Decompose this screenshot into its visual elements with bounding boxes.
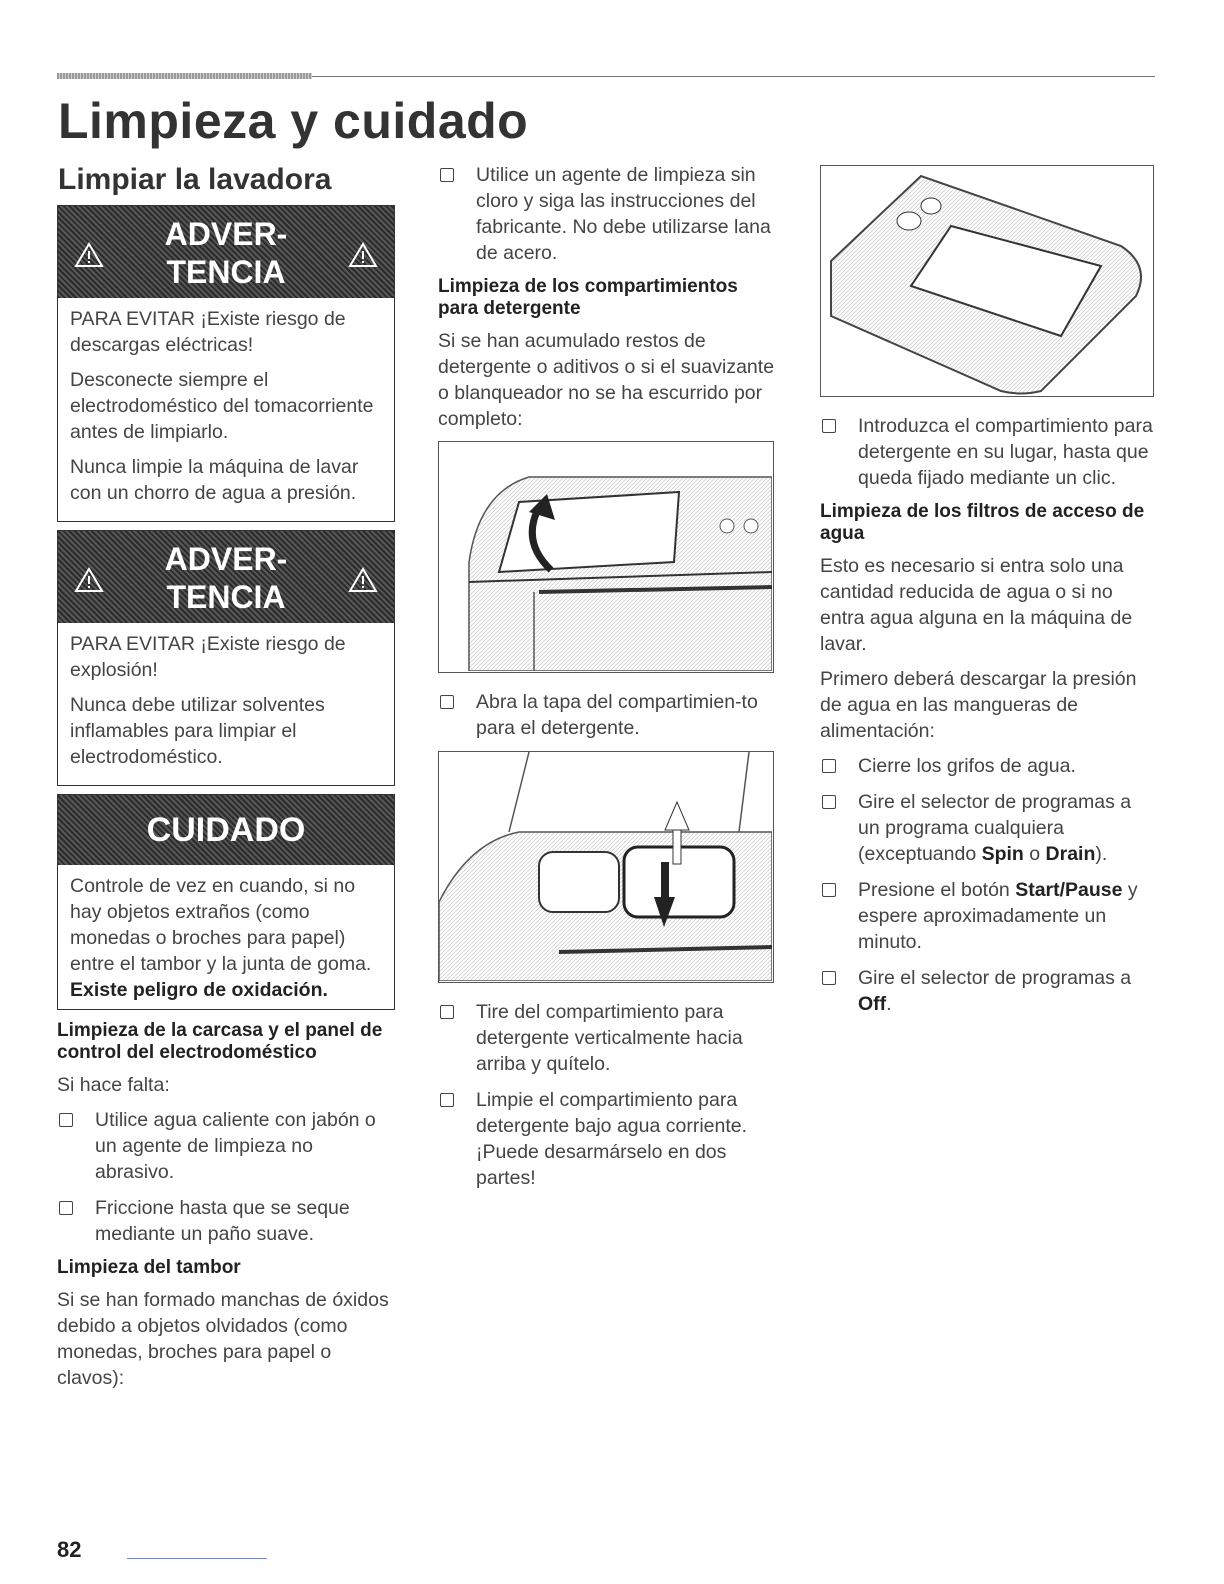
checkbox-icon xyxy=(440,1093,454,1107)
rule-accent xyxy=(57,73,312,79)
checkbox-icon xyxy=(440,168,454,182)
warning-triangle-icon xyxy=(348,567,378,593)
filters-heading: Limpieza de los filtros de acceso de agua xyxy=(820,501,1145,544)
detergent-heading: Limpieza de los compartimientos para detergente xyxy=(438,276,738,319)
housing-intro: Si hace falta: xyxy=(57,1074,170,1096)
warning-box-explosion xyxy=(57,530,395,786)
page-number: 82 xyxy=(57,1537,82,1562)
page-title: Limpieza y cuidado xyxy=(58,93,529,149)
list-item: Cierre los grifos de agua. xyxy=(820,753,1156,779)
warning-title-line1: ADVER- xyxy=(164,216,288,252)
column-3 xyxy=(820,165,1156,1027)
warning-title-line2: TENCIA xyxy=(166,254,286,290)
checkbox-icon xyxy=(822,419,836,433)
section-title: Limpiar la lavadora xyxy=(58,163,332,196)
warning-title-line2: TENCIA xyxy=(166,579,286,615)
dispenser-lid-image xyxy=(439,442,772,671)
list-item: Gire el selector de programas a un programa cualquiera (exceptuando Spin o Drain). xyxy=(820,789,1156,867)
caution-header: CUIDADO xyxy=(58,795,394,865)
top-rule xyxy=(57,73,1155,78)
drum-text: Si se han formado manchas de óxidos debido a objetos olvidados (como monedas, broches para papel o clavos): xyxy=(57,1289,389,1389)
warning-body xyxy=(58,623,394,785)
checkbox-icon xyxy=(440,1005,454,1019)
checkbox-icon xyxy=(59,1113,73,1127)
warning-header xyxy=(58,531,394,623)
caution-box xyxy=(57,794,395,1010)
warning-header xyxy=(58,206,394,298)
caution-text: Controle de vez en cuando, si no hay objetos extraños (como monedas o broches para papel) entre el tambor y la junta de goma. Existe peligro de oxidación. xyxy=(70,875,372,1001)
dispenser-insert-image xyxy=(821,166,1152,395)
warning-text: PARA EVITAR ¡Existe riesgo de explosión! xyxy=(70,633,346,681)
list-item: Tire del compartimiento para detergente verticalmente hacia arriba y quítelo. xyxy=(438,999,776,1077)
warning-body xyxy=(58,298,394,521)
warning-triangle-icon xyxy=(348,242,378,268)
checkbox-icon xyxy=(822,795,836,809)
checkbox-icon xyxy=(822,759,836,773)
detergent-text: Si se han acumulado restos de detergente o aditivos o si el suavizante o blanqueador no se ha escurrido por completo: xyxy=(438,330,775,430)
list-item: Abra la tapa del compartimien-to para el detergente. xyxy=(438,689,776,741)
housing-heading: Limpieza de la carcasa y el panel de control del electrodoméstico xyxy=(57,1020,383,1063)
caution-body xyxy=(58,865,394,1009)
dispenser-pull-image xyxy=(439,752,772,981)
illustration-pull-out xyxy=(438,751,774,983)
illustration-open-lid xyxy=(438,441,774,673)
warning-text: Nunca debe utilizar solventes inflamables para limpiar el electrodoméstico. xyxy=(70,694,325,768)
warning-box-electric xyxy=(57,205,395,522)
illustration-insert xyxy=(820,165,1154,397)
list-item: Limpie el compartimiento para detergente bajo agua corriente. ¡Puede desarmárselo en dos partes! xyxy=(438,1087,776,1191)
footer-line xyxy=(127,1558,267,1559)
list-item: Utilice agua caliente con jabón o un agente de limpieza no abrasivo. xyxy=(57,1107,395,1185)
drum-heading: Limpieza del tambor xyxy=(57,1257,241,1278)
filters-text: Esto es necesario si entra solo una cantidad reducida de agua o si no entra agua alguna en la máquina de lavar. xyxy=(820,555,1133,655)
column-2 xyxy=(438,162,776,1201)
checkbox-icon xyxy=(440,695,454,709)
warning-text: Desconecte siempre el electrodoméstico del tomacorriente antes de limpiarlo. xyxy=(70,369,374,443)
filters-text: Primero deberá descargar la presión de agua en las mangueras de alimentación: xyxy=(820,668,1137,742)
list-item: Presione el botón Start/Pause y espere aproximadamente un minuto. xyxy=(820,877,1156,955)
checkbox-icon xyxy=(822,883,836,897)
list-item: Utilice un agente de limpieza sin cloro y siga las instrucciones del fabricante. No debe utilizarse lana de acero. xyxy=(438,162,776,266)
list-item: Gire el selector de programas a Off. xyxy=(820,965,1156,1017)
warning-text: Nunca limpie la máquina de lavar con un chorro de agua a presión. xyxy=(70,456,359,504)
column-1 xyxy=(57,205,395,1400)
checkbox-icon xyxy=(59,1201,73,1215)
warning-text: PARA EVITAR ¡Existe riesgo de descargas eléctricas! xyxy=(70,308,346,356)
list-item: Introduzca el compartimiento para detergente en su lugar, hasta que queda fijado mediante un clic. xyxy=(820,413,1156,491)
rule-line xyxy=(312,76,1155,77)
list-item: Friccione hasta que se seque mediante un paño suave. xyxy=(57,1195,395,1247)
warning-title-line1: ADVER- xyxy=(164,541,288,577)
checkbox-icon xyxy=(822,971,836,985)
